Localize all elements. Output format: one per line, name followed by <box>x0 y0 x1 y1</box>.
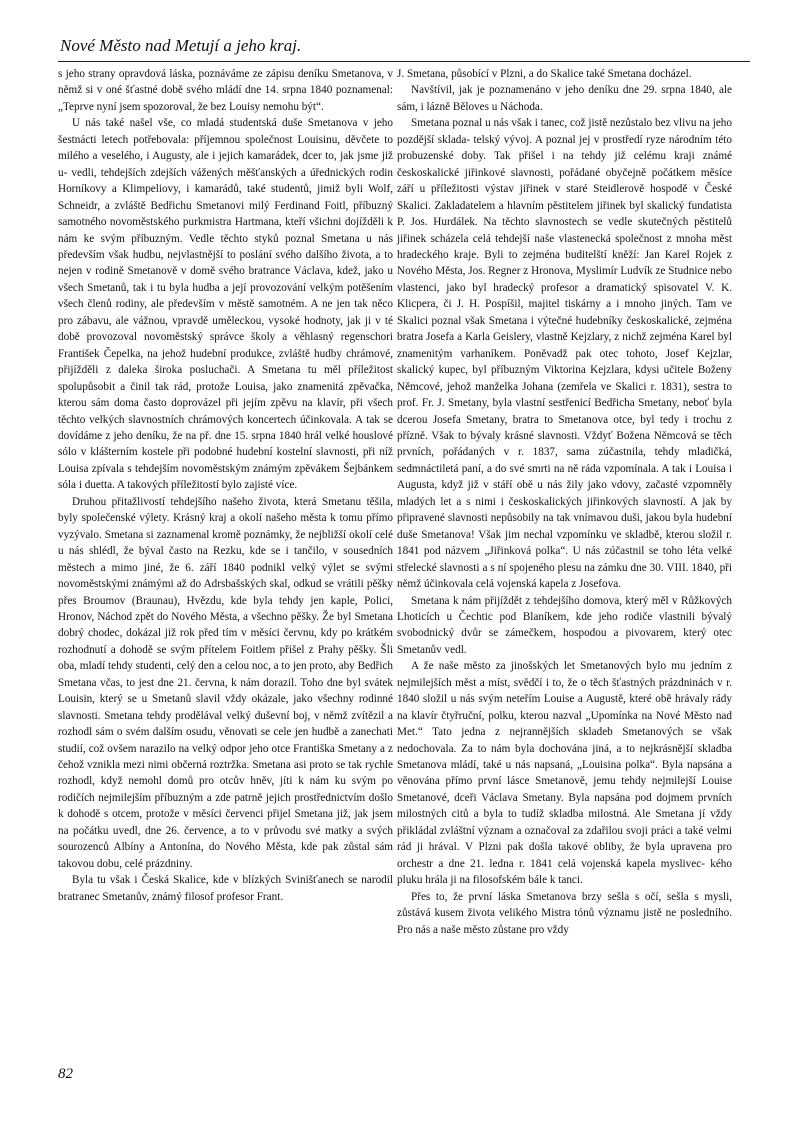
header-rule <box>58 61 750 62</box>
paragraph: A že naše město za jinošských let Smetanových bylo mu jedním z nejmilejších měst a míst, svědčí i to, že o těch šťastných prázdninách v r. 1840 složil u nás svým neteřím Louise a Augustě, které obě hrávaly rády na klavír čtyřruční, polku, kterou nazval „Upomínka na Nové Město nad Met.“ Tato jedna z nejrannějších skladeb Smetanových se však nedochovala. Za to nám byla dochována jiná, a to nejkrásnější skladba Smetanova mládí, také u nás napsaná, „Louisina polka“. Byla napsána a věnována přímo první lásce Smetanově, jemu tehdy nejmilejší Louise Smetanové, dceři Václava Smetany. Byla napsána pod dojmem prvních milostných citů a byla to tudíž skladba milostná. Ale Smetana jí vždy přikládal zvláštní význam a označoval za zdařilou svoji práci a také velmi rád ji hrával. V Plzni pak došla takové obliby, že byla upravena pro orchestr a dne 21. ledna r. 1841 celá vojenská kapela myslivec- kého pluku hrála ji na filosofském bále k tanci. <box>397 660 732 887</box>
paragraph: Byla tu však i Česká Skalice, kde v blízkých Svinišťanech se narodil bratranec Smetanův, známý filosof profesor Frant. <box>58 874 393 903</box>
paragraph: U nás také našel vše, co mladá studentská duše Smetanova v jeho šestnácti letech potřebovala: příjemnou společnost Louisinu, děvčete to milého a veselého, i Augusty, ale i jejich kamarádek, dcer to, jak jsme již u- vedli, tehdejších zdejších vážených měšťanských a úřednických rodin Horníkovy a Klimpeliovy, i kamarádů, také studentů, jimiž byli Wolf, Schneidr, a zvláště Bedřichu Smetanovi milý Ferdinand Foitl, příbuzný samotného novoměstského purkmistra Hartmana, kteří všichni dojížděli k nám ke svým příbuzným. Vedle těchto styků poznal Smetana u nás především však hudbu, nejvlastnější to poslání svého dalšího života, a to nejen v rodině Smetanově v domě svého bratrance Václava, kdež, jako u všech Smetanů, tak i tu byla hudba a její provozování velkým potěšením všech členů rodiny, ale především v městě samotném. A ne jen tak něco pro zábavu, ale vážnou, vpravdě uměleckou, vysoké hodnoty, jak ji v té době provozoval novoměstský správce školy a věhlasný regenschori František Čepelka, na jehož hudební produkce, zvláště hudby chrámové, přijížděli z daleka široka posluchači. A Smetana tu měl příležitost spolupůsobit a činil tak rád, protože Louisa, jako znamenitá zpěvačka, kterou sám doma často doprovázel při jejím zpěvu na klavír, při všech těchto velkých slavnostních chrámových koncertech účinkovala. A tak se dovídáme z jeho deníku, že na př. dne 15. srpna 1840 hrál velké houslové sólo v klášterním kostele při podobné hudební kostelní slavnosti, při níž Louisa zpívala s tehdejším novoměstským známým zpěvákem Šejbánkem sóla i duetta. A takových příležitostí bylo zajisté více. <box>58 117 393 492</box>
left-column <box>58 66 393 905</box>
paragraph: Přes to, že první láska Smetanova brzy sešla s očí, sešla s mysli, zůstává kusem života velikého Mistra tónů významu jistě ne posledního. Pro nás a naše město zůstane pro vždy <box>397 890 732 936</box>
right-column <box>397 66 732 938</box>
paragraph: J. Smetana, působící v Plzni, a do Skalice také Smetana docházel. <box>397 68 692 80</box>
paragraph: Navštívil, jak je poznamenáno v jeho deníku dne 29. srpna 1840, ale sám, i lázně Běloves u Náchoda. <box>397 84 732 113</box>
paragraph: Smetana poznal u nás však i tanec, což jistě nezůstalo bez vlivu na jeho pozdější sklada- telský vývoj. A poznal jej v prostředí ryze národním této probuzenské doby. Tak přišel i na tehdy již celému kraji známé českoskalické jiřinkové slavnosti, pořádané obyčejně počátkem měsíce září u příležitosti výstav jiřinek v staré Steidlerově hospodě v České Skalici. Zakladatelem a hlavním pěstitelem jiřinek byl skalický fundatista P. Jos. Hurdálek. Na těchto slavnostech se vedle skutečných pěstitelů jiřinek scházela celá tehdejší naše vlastenecká společnost z mnoha měst hradeckého kraje. Byli to zejména buditelští kněží: Jan Karel Rojek z Nového Města, Jos. Regner z Hronova, Myslimír Ludvík ze Studnice nebo vlastenci, jako byl hradecký profesor a dramatický spisovatel V. K. Klicpera, či J. H. Pospíšil, majitel tiskárny a i mnoho jiných. Tam ve Skalici poznal však Smetana i výtečné hudebníky českoskalické, zejména bratra Josefa a Karla Geislery, vlastně Kejzlary, z nichž zejména Karel byl znamenitým varhaníkem. Poněvadž pak otec tohoto, Josef Kejzlar, skalický kupec, byl příbuzným Viktorina Kejzlara, kdysi učitele Boženy Němcové, jehož manželka Johana (zemřela ve Skalici r. 1831), sestra to prof. Fr. J. Smetany, byla vlastní sestřenicí Bedřicha Smetany, neboť byla dcerou Josefa Smetany, bratra to Smetanova otce, byl tedy i trochu z přízně. Však to bývaly krásné slavnosti. Vždyť Božena Němcová se těch prvních, pořádaných v r. 1837, sama zúčastnila, tehdy mladičká, sedmnáctiletá paní, a do své smrti na ně ráda vzpomínala. A tak i Louisa i Augusta, když již v stáří obě u nás žily jako vdovy, začasté vzpomněly mladých let a s nimi i českoskalických jiřinkových slavností. A jak by připravené slavnosti nepůsobily na tak vnímavou duši, jakou byla hudební duše Smetanova! Však jim nechal vzpomínku ve skladbě, kterou složil r. 1841 pod názvem „Jiřinková polka“. U nás zúčastnil se toho léta velké střelecké slavnosti a s ní spojeného plesu na zámku dne 30. VIII. 1840, při němž účinkovala celá vojenská kapela z Josefova. <box>397 117 732 591</box>
page-number: 82 <box>58 1066 73 1082</box>
running-header: Nové Město nad Metují a jeho kraj. <box>60 36 302 55</box>
paragraph: s jeho strany opravdová láska, poznáváme ze zápisu deníku Smetanova, v němž si v oné šťastné době svého mládí dne 14. srpna 1840 poznamenal: „Teprve nyní jsem spozoroval, že bez Louisy nemohu být“. <box>58 68 393 113</box>
paragraph: Druhou přitažlivostí tehdejšího našeho života, která Smetanu těšila, byly společenské výlety. Krásný kraj a okolí našeho města k tomu přímo vyzývalo. Smetana si zaznamenal kromě poznámky, že nejbližší okolí celé u nás shlédl, že býval často na Rezku, kde se i tančilo, v sousedních městech a mimo jiné, že 6. září 1840 podnikl velký výlet se svými novoměstskými známými až do Adrsbašských skal, odkud se vrátili pěšky přes Broumov (Braunau), Hvězdu, kde byla tehdy jen kaple, Polici, Hronov, Náchod zpět do Nového Města, a všechno pěšky. Že byl Smetana dobrý chodec, dokázal již rok před tím v měsíci červnu, kdy po krátkém rozhodnutí a dohodě se svým přítelem Foitlem přišel z Prahy pěšky. Šli oba, mladí tehdy studenti, celý den a celou noc, a to jen proto, aby Bedřich Smetana včas, to jest dne 21. června, k nám dorazil. Toho dne byl svátek Louisin, který se u Smetanů slavil vždy okázale, jako všechny rodinné slavnosti. Smetana tehdy prodělával velký duševní boj, v němž zvítězil a rozhodl sám o svém dalším osudu, věnovati se cele jen hudbě a zanechati studií, což ovšem narazilo na velký odpor jeho otce Františka Smetany a z čehož vznikla mezi nimi občerná roztržka. Smetana asi proto se tak rychle rozhodl, když nemohl domů pro otcův hněv, jíti k nám ku svým po rodičích nejmilejším příbuzným a zde patrně jejich prostřednictvím došlo k dohodě s otcem, protože v měsíci červenci přijel Smetana již, jak jsem na počátku uvedl, dne 26. července, a to v průvodu své matky a svých sourozenců Albíny a Antonína, do Nového Města, kde pak zůstal sám takovou dobu, celé prázdniny. <box>58 495 393 870</box>
paragraph: Smetana k nám přijíždět z tehdejšího domova, který měl v Růžkových Lhoticích u Čechtic pod Blaníkem, kde jeho rodiče vlastnili bývalý svobodnický dvůr se zámečkem, hospodou a pivovarem, který otec Smetanův vedl. <box>397 594 732 656</box>
